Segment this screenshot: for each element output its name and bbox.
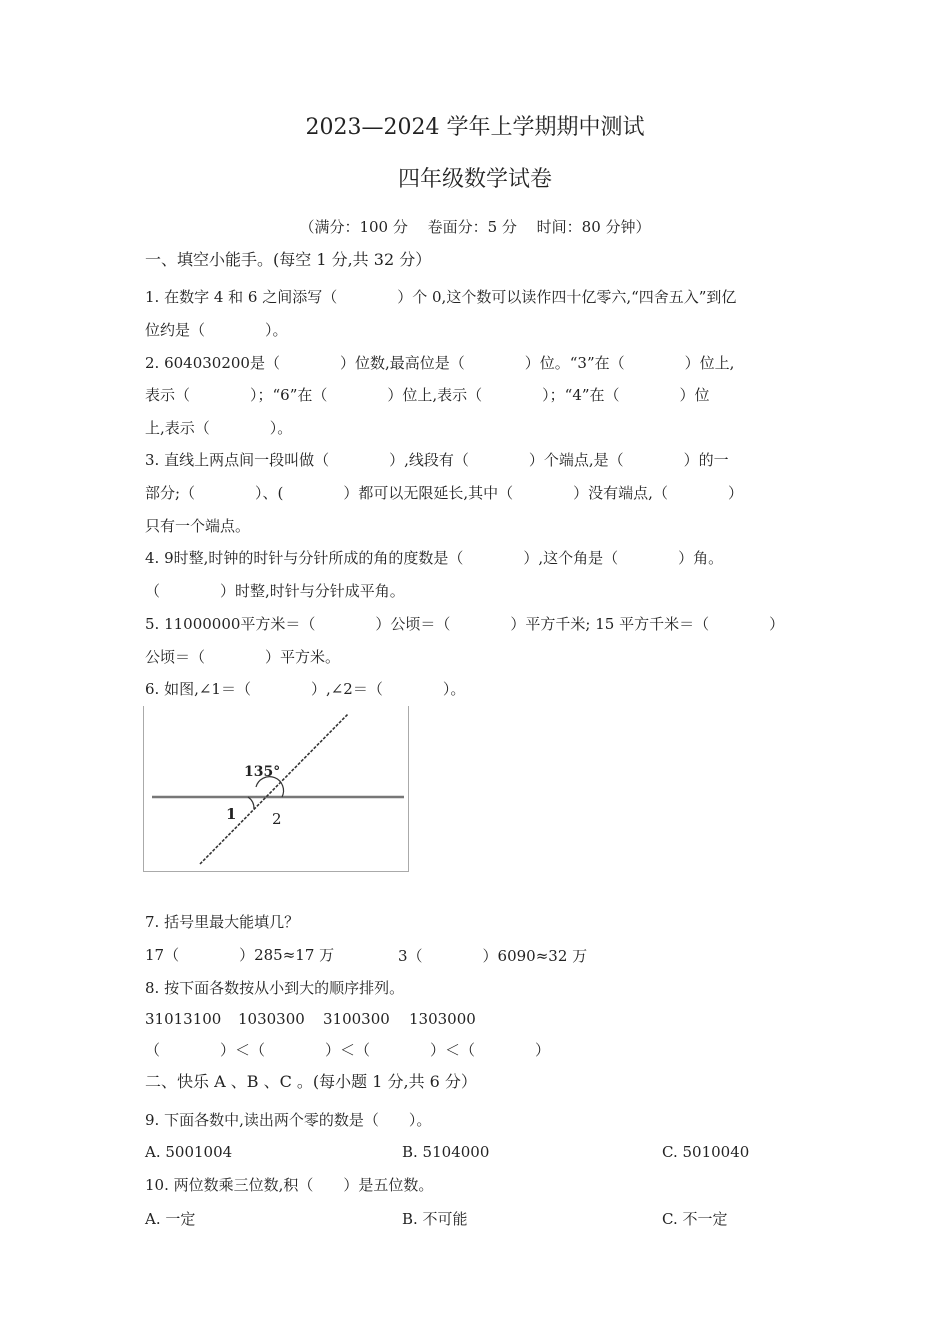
q3-line-3: 只有一个端点。 bbox=[145, 517, 251, 535]
q9-prompt: 9. 下面各数中,读出两个零的数是（ ）。 bbox=[145, 1111, 432, 1129]
angle-2-label: 2 bbox=[272, 810, 282, 828]
q9-option-b: B. 5104000 bbox=[402, 1143, 490, 1161]
section-1-heading: 一、填空小能手。(每空 1 分,共 32 分） bbox=[145, 250, 432, 269]
q10-prompt: 10. 两位数乘三位数,积（ ）是五位数。 bbox=[145, 1176, 434, 1194]
q6-line: 6. 如图,∠1＝（ ）,∠2＝（ ）。 bbox=[145, 680, 466, 698]
angle-1-label: 1 bbox=[226, 805, 237, 823]
q1-line-2: 位约是（ ）。 bbox=[145, 321, 288, 339]
q4-line-1: 4. 9时整,时钟的时针与分针所成的角的度数是（ ）,这个角是（ ）角。 bbox=[145, 549, 724, 567]
q8-blanks: （ ）＜（ ）＜（ ）＜（ ） bbox=[145, 1041, 551, 1059]
q10-option-a: A. 一定 bbox=[145, 1210, 196, 1228]
exam-meta: （满分：100 分 卷面分：5 分 时间：80 分钟） bbox=[299, 218, 651, 236]
q7-prompt: 7. 括号里最大能填几？ bbox=[145, 913, 300, 931]
q7-left: 17（ ）285≈17 万 bbox=[145, 946, 335, 964]
q8-number: 1303000 bbox=[409, 1010, 476, 1028]
q10-option-c: C. 不一定 bbox=[662, 1210, 728, 1228]
q10-option-b: B. 不可能 bbox=[402, 1210, 468, 1228]
q4-line-2: （ ）时整,时针与分针成平角。 bbox=[145, 582, 405, 600]
section-2-heading: 二、快乐 A 、B 、C 。(每小题 1 分,共 6 分） bbox=[145, 1072, 477, 1091]
q2-line-1: 2. 604030200是（ ）位数,最高位是（ ）位。“3”在（ ）位上, bbox=[145, 354, 735, 372]
q2-line-3: 上,表示（ ）。 bbox=[145, 419, 293, 437]
q5-line-2: 公顷＝（ ）平方米。 bbox=[145, 648, 341, 666]
angle-1-arc bbox=[248, 797, 254, 809]
exam-title: 2023—2024 学年上学期期中测试 bbox=[305, 115, 645, 140]
q5-line-1: 5. 11000000平方米＝（ ）公顷＝（ ）平方千米; 15 平方千米＝（ ） bbox=[145, 615, 785, 633]
q7-right: 3（ ）6090≈32 万 bbox=[398, 947, 588, 965]
q3-line-1: 3. 直线上两点间一段叫做（ ）,线段有（ ）个端点,是（ ）的一 bbox=[145, 451, 729, 469]
angle-135-label: 135° bbox=[244, 764, 281, 780]
q3-line-2: 部分;（ ）、( ）都可以无限延长,其中（ ）没有端点,（ ） bbox=[145, 484, 743, 502]
q9-option-c: C. 5010040 bbox=[662, 1143, 750, 1161]
q8-number: 3100300 bbox=[323, 1010, 390, 1028]
q8-number: 1030300 bbox=[238, 1010, 305, 1028]
q8-number: 31013100 bbox=[145, 1010, 222, 1028]
q2-line-2: 表示（ ）；“6”在（ ）位上,表示（ ）；“4”在（ ）位 bbox=[145, 386, 710, 404]
diagonal-line bbox=[200, 714, 348, 864]
q9-option-a: A. 5001004 bbox=[145, 1143, 233, 1161]
q1-line-1: 1. 在数字 4 和 6 之间添写（ ）个 0,这个数可以读作四十亿零六,“四舍五入”到亿 bbox=[145, 288, 737, 306]
exam-subtitle: 四年级数学试卷 bbox=[397, 167, 552, 192]
angle-figure bbox=[143, 706, 409, 872]
q8-prompt: 8. 按下面各数按从小到大的顺序排列。 bbox=[145, 979, 405, 997]
